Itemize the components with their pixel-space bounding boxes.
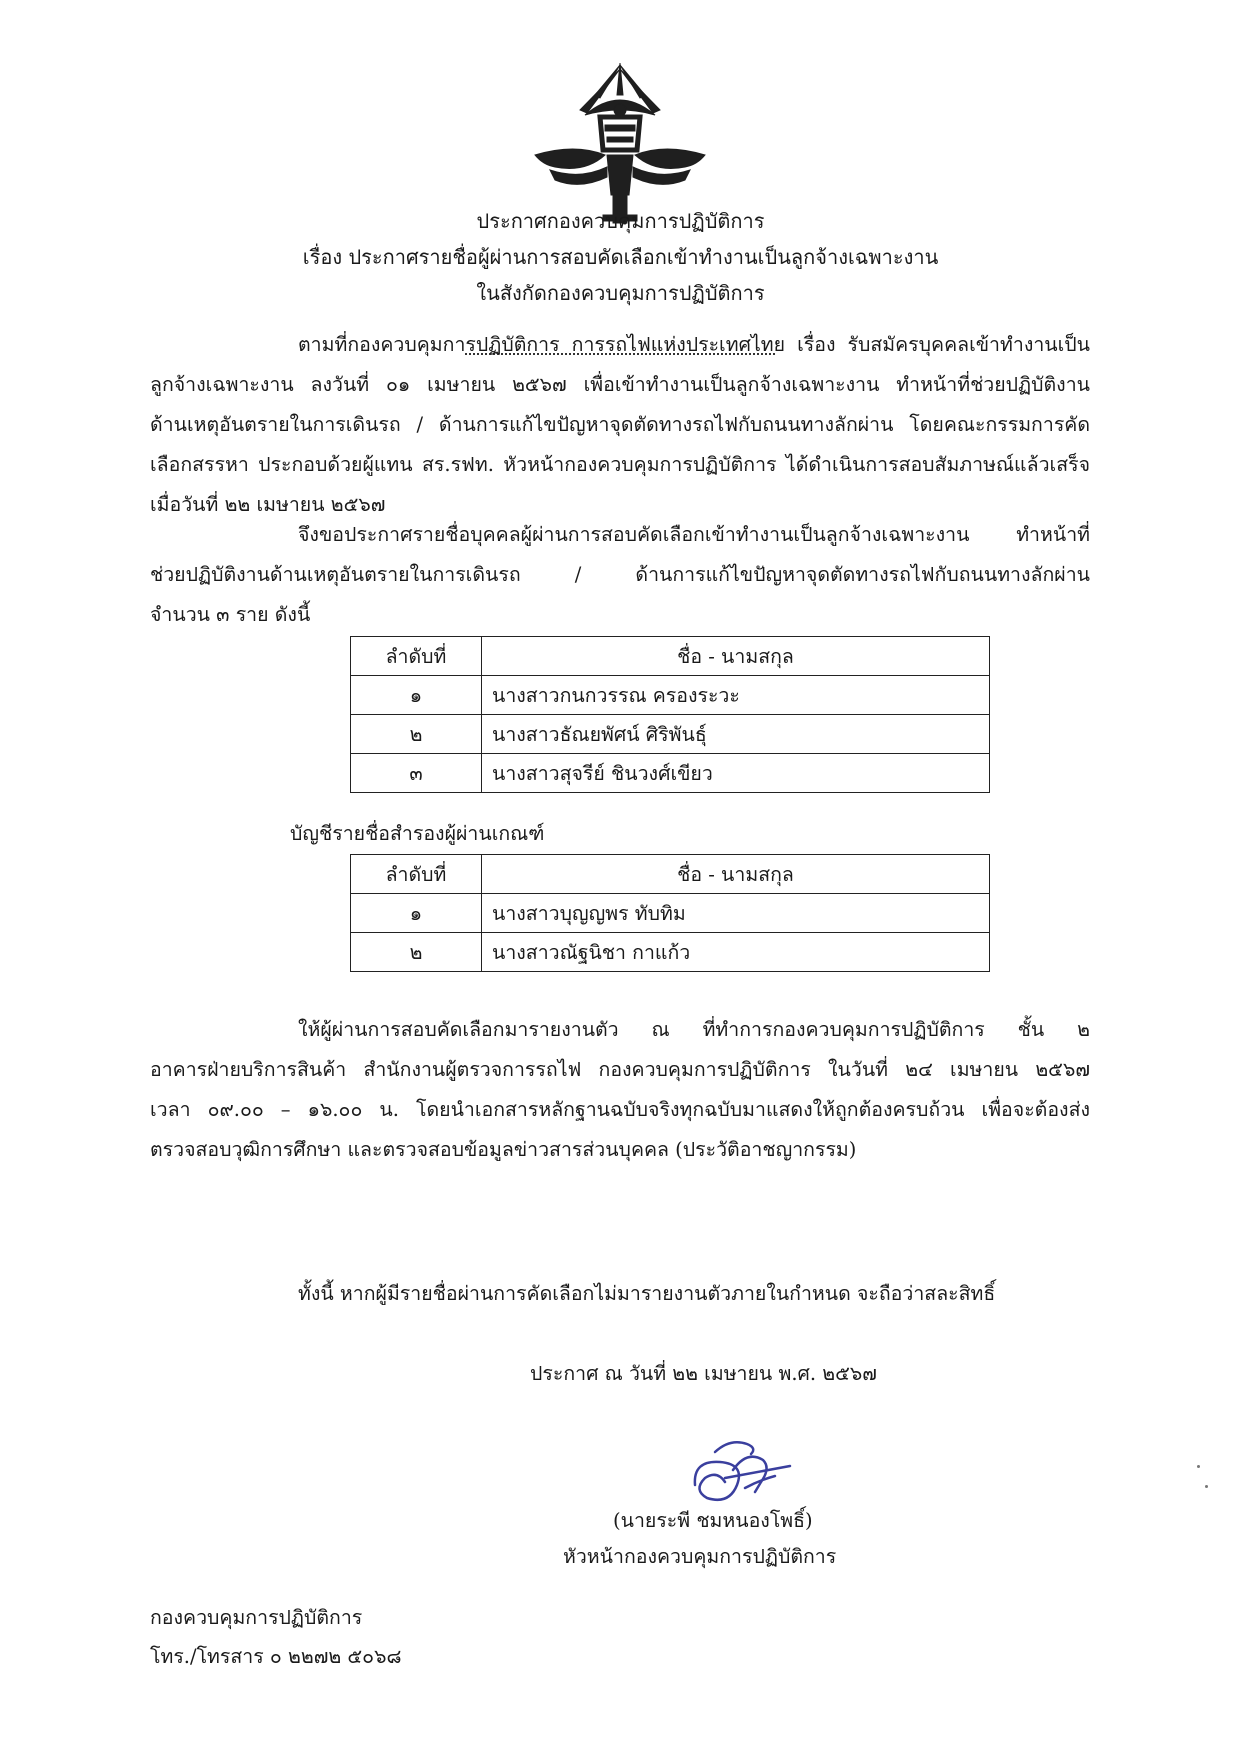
column-header-name: ชื่อ - นามสกุล [482,855,990,894]
paragraph-2-line: จำนวน ๓ ราย ดังนี้ [150,603,311,626]
signer-title: หัวหน้ากองควบคุมการปฏิบัติการ [563,1545,837,1568]
column-header-order: ลำดับที่ [351,637,482,676]
column-header-order: ลำดับที่ [351,855,482,894]
paragraph-3 [150,1010,1090,1170]
paragraph-1-line: ตามที่กองควบคุมการปฏิบัติการ การรถไฟแห่งประเทศไทย เรื่อง รับสมัครบุคคลเข้าทำงานเป็น [298,333,1090,356]
paragraph-3-line: อาคารฝ่ายบริการสินค้า สำนักงานผู้ตรวจการรถไฟ กองควบคุมการปฏิบัติการ ในวันที่ ๒๔ เมษายน ๒๕๖๗ [150,1058,1090,1081]
paragraph-2-line: ช่วยปฏิบัติงานด้านเหตุอันตรายในการเดินรถ / ด้านการแก้ไขปัญหาจุดตัดทางรถไฟกับถนนทางลักผ่าน [150,563,1090,586]
reserve-candidates-table [350,854,990,972]
paragraph-1-line: เลือกสรรหา ประกอบด้วยผู้แทน สร.รฟท. หัวหน้ากองควบคุมการปฏิบัติการ ได้ดำเนินการสอบสัมภาษณ์แล้วเสร็จ [150,453,1090,476]
paragraph-2 [150,515,1090,635]
paragraph-4: ทั้งนี้ หากผู้มีรายชื่อผ่านการคัดเลือกไม่มารายงานตัวภายในกำหนด จะถือว่าสละสิทธิ์ [298,1282,996,1305]
reserve-list-title: บัญชีรายชื่อสำรองผู้ผ่านเกณฑ์ [290,822,545,845]
name-cell: นางสาวกนกวรรณ ครองระวะ [482,676,990,715]
order-cell: ๑ [351,676,482,715]
header-line-3: ในสังกัดกองควบคุมการปฏิบัติการ [476,281,765,305]
paragraph-1-line: ด้านเหตุอันตรายในการเดินรถ / ด้านการแก้ไขปัญหาจุดตัดทางรถไฟกับถนนทางลักผ่าน โดยคณะกรรมการคัด [150,413,1090,436]
paragraph-1 [150,325,1090,525]
table-row [351,715,990,754]
scan-speck [1197,1465,1200,1468]
signature-mark [685,1430,795,1515]
scan-speck [1205,1485,1208,1488]
name-cell: นางสาวณัฐนิชา กาแก้ว [482,933,990,972]
table-header-row [351,855,990,894]
order-cell: ๓ [351,754,482,793]
signer-name: (นายระพี ชมหนองโพธิ์) [613,1509,813,1532]
name-cell: นางสาวสุจรีย์ ชินวงศ์เขียว [482,754,990,793]
paragraph-1-line: ลูกจ้างเฉพาะงาน ลงวันที่ ๐๑ เมษายน ๒๕๖๗ เพื่อเข้าทำงานเป็นลูกจ้างเฉพาะงาน ทำหน้าที่ช่วยปฏิบัติงาน [150,373,1090,396]
table-row [351,933,990,972]
paragraph-3-line: เวลา ๐๙.๐๐ – ๑๖.๐๐ น. โดยนำเอกสารหลักฐานฉบับจริงทุกฉบับมาแสดงให้ถูกต้องครบถ้วน เพื่อจะต้องส่ง [150,1098,1090,1121]
table-row [351,894,990,933]
footer-department: กองควบคุมการปฏิบัติการ [150,1606,363,1629]
paragraph-1-line: เมื่อวันที่ ๒๒ เมษายน ๒๕๖๗ [150,493,386,516]
name-cell: นางสาวธัณยพัศน์ ศิริพันธุ์ [482,715,990,754]
paragraph-2-line: จึงขอประกาศรายชื่อบุคคลผู้ผ่านการสอบคัดเลือกเข้าทำงานเป็นลูกจ้างเฉพาะงาน ทำหน้าที่ [298,523,1090,546]
footer-phone: โทร./โทรสาร ๐ ๒๒๗๒ ๕๐๖๘ [150,1645,402,1668]
header-subject: เรื่อง ประกาศรายชื่อผู้ผ่านการสอบคัดเลือกเข้าทำงานเป็นลูกจ้างเฉพาะงาน [302,245,939,269]
order-cell: ๑ [351,894,482,933]
passed-candidates-table [350,636,990,793]
paragraph-3-line: ตรวจสอบวุฒิการศึกษา และตรวจสอบข้อมูลข่าวสารส่วนบุคคล (ประวัติอาชญากรรม) [150,1138,857,1161]
announce-date: ประกาศ ณ วันที่ ๒๒ เมษายน พ.ศ. ๒๕๖๗ [530,1362,877,1385]
table-row [351,754,990,793]
name-cell: นางสาวบุญญพร ทับทิม [482,894,990,933]
paragraph-3-line: ให้ผู้ผ่านการสอบคัดเลือกมารายงานตัว ณ ที่ทำการกองควบคุมการปฏิบัติการ ชั้น ๒ [298,1018,1090,1041]
order-cell: ๒ [351,933,482,972]
table-header-row [351,637,990,676]
header-line-1: ประกาศกองควบคุมการปฏิบัติการ [476,209,765,233]
column-header-name: ชื่อ - นามสกุล [482,637,990,676]
srt-emblem-icon [525,55,715,230]
table-row [351,676,990,715]
order-cell: ๒ [351,715,482,754]
